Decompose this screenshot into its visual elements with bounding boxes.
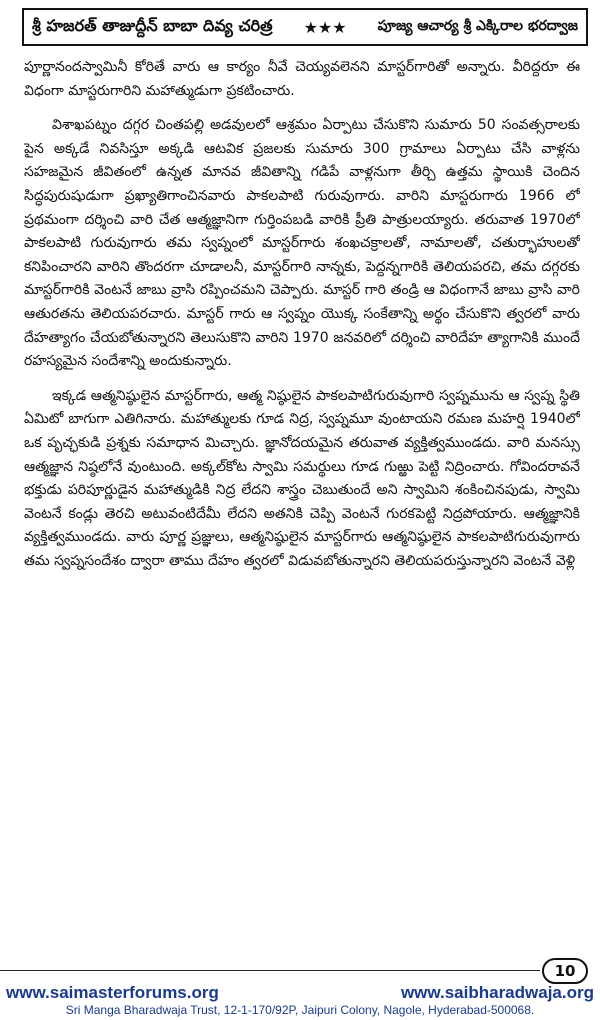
author-name: పూజ్య ఆచార్య శ్రీ ఎక్కిరాల భరద్వాజ [377,17,578,34]
page-number: 10 [542,958,588,984]
running-header [22,8,588,46]
book-title: శ్రీ హజరత్ తాజుద్దీన్ బాబా దివ్య చరిత్ర [32,15,273,35]
star-ornament-icon: ★★★ [303,17,347,37]
paragraph-3: ఇక్కడ ఆత్మనిష్ఠులైన మాస్టర్‌గారు, ఆత్మ నిష్ఠులైన పాకలపాటిగురువుగారి స్వప్నమును ఆ స్వప్న స్థితి ఏమిటో బాగుగా ఎతిగినారు. మహాత్ములకు గూడ నిద్ర, స్వప్నమూ వుంటాయని రమణ మహర్షి 1940లో ఒక పృచ్ఛకుడి ప్రశ్నకు సమాధాన మిచ్చారు. జ్ఞానోదయమైన తరువాత వ్యక్తిత్వముండదు. వారి మనస్సు ఆత్మజ్ఞాన నిష్ఠలోనే వుంటుంది. అక్కల్‌కోట స్వామి సమర్థులు గూడ గుఱ్ఱు పెట్టి నిద్రించారు. గోవిందరావనే భక్తుడు పరిపూర్ణుడైన మహాత్ముడికి నిద్ర లేదని శాస్త్రం చెబుతుందే అని స్వామిని శంకించినపుడు, స్వామి వెంటనే కండ్లు తెరచి అటువంటిదేమీ లేదని అతనికి చెప్పి వెంటనే గురకపెట్టి నిద్రపోయారు. ఆత్మజ్ఞానికి వ్యక్తిత్వముండదు. వారు పూర్ణ ప్రజ్ఞులు, ఆత్మనిష్ఠులైన మాస్టర్‌గారు ఆత్మనిష్ఠులైన పాకలపాటిగురువుగారు తమ స్వప్నసందేశం ద్వారా తాము దేహం త్వరలో విడువబోతున్నారని తెలియపరుస్తున్నారని వెంటనే వెళ్లి [24,387,580,569]
paragraph-1: పూర్ణానందస్వామినీ కోరితే వారు ఆ కార్యం నీవే చెయ్యవలెనని మాస్టర్‌గారితో అన్నారు. వీరిద్దరూ ఈ విధంగా మాస్టరుగారిని మహాత్ముడుగా ప్రకటించారు. [24,59,580,99]
saimasterforums-link[interactable]: www.saimasterforums.org [6,983,219,1002]
footer-links [6,983,594,1003]
paragraph-2: విశాఖపట్నం దగ్గర చింతపల్లి అడవులలో ఆశ్రమం ఏర్పాటు చేసుకొని సుమారు 50 సంవత్సరాలకు పైన అక్కడే నివసిస్తూ అక్కడి ఆటవిక ప్రజలకు సుమారు 300 గ్రామాలు ఏర్పాటు చేసి వాళ్లను సహజమైన జీవితంలో ఉన్నత మానవ జీవితాన్ని గడిపే వాళ్లనుగా తీర్చి ఉత్తమ స్థాయికి చెందిన సిద్ధపురుషుడుగా ప్రఖ్యాతిగాంచినవారు పాకలపాటి గురువుగారు. వారిని మాస్టరుగారు 1966 లో ప్రథమంగా దర్శించి వారి చేత ఆత్మజ్ఞానిగా గుర్తింపబడి వారికి ప్రీతి పాత్రులయ్యారు. తరువాత 1970లో పాకలపాటి గురువుగారు తమ స్వప్నంలో మాస్టర్‌గారు శంఖచక్రాలతో, నామాలతో, చతుర్భాహులతో కనిపించారని వారిని తొందరగా చూడాలనీ, మాస్టర్‌గారి నాన్నకు, పెద్దన్నగారికి తెలియపరచి, తమ దగ్గరకు మాస్టర్‌గారికి వెంటనే జాబు వ్రాసి రప్పించమని చెప్పారు. మాస్టర్ గారి తండ్రి ఆ విధంగానే జాబు వ్రాసి వారి ఆతురతను తెలియపరచారు. మాస్టర్ గారు ఆ స్వప్నం యొక్క సంకేతాన్ని అర్థం చేసుకొని త్వరలో వారు దేహత్యాగం చేయబోతున్నారని తెలుసుకొని వారిని 1970 జనవరిలో దర్శించి వారిదేహ త్యాగానికి ముందే రహస్యమైన సందేశాన్ని అందుకున్నారు. [24,117,580,370]
publisher-address: Sri Manga Bharadwaja Trust, 12-1-170/92P, Jaipuri Colony, Nagole, Hyderabad-500068. [65,1003,535,1017]
page-body [24,56,580,956]
footer-divider [0,970,540,971]
saibharadwaja-link[interactable]: www.saibharadwaja.org [400,983,594,1002]
